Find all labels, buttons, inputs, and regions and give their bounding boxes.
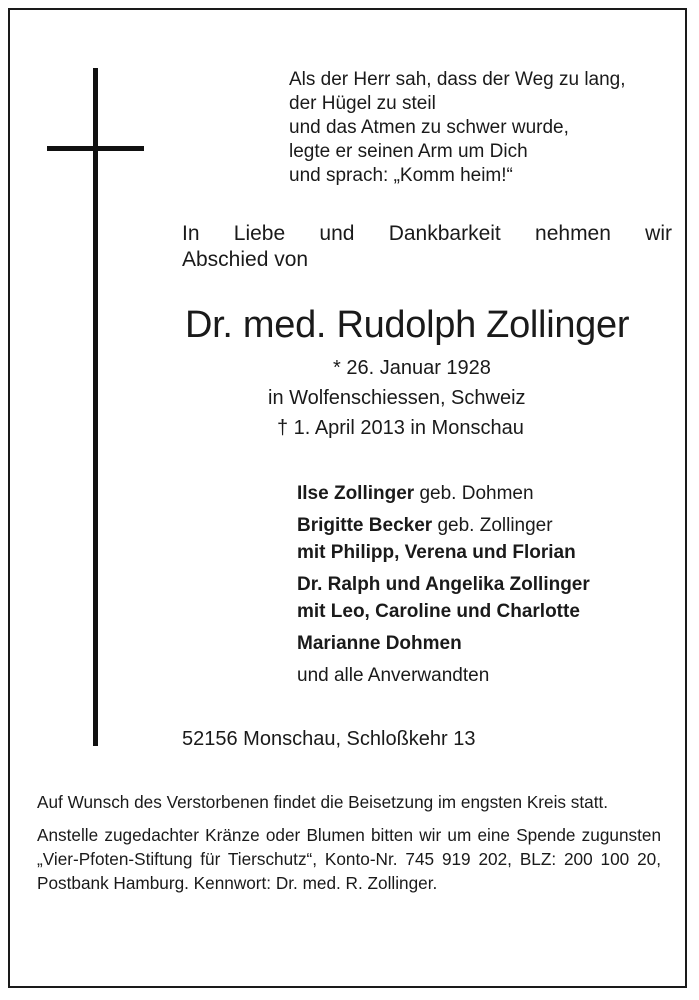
birth-place: in Wolfenschiessen, Schweiz [268,387,526,409]
burial-note: Auf Wunsch des Verstorbenen findet die Beisetzung im engsten Kreis statt. [37,792,609,812]
donation-note: Anstelle zugedachter Kränze oder Blumen bitten wir um eine Spende zugunsten „Vier-Pfoten-Stiftung für Tierschutz“, Konto-Nr. 745 919 202, BLZ: 200 100 20, Postbank Hamburg. Kennwort: Dr. med. R. Zollinger. [37,825,661,893]
poem-line: und das Atmen zu schwer wurde, [289,117,569,138]
poem-line: Als der Herr sah, dass der Weg zu lang, [289,69,626,90]
mourner-name: Brigitte Becker [297,515,433,536]
intro-line: In Liebe und Dankbarkeit nehmen wir [182,222,672,245]
mourner-suffix: geb. Dohmen [414,483,534,504]
cross-icon-horizontal-bar [47,146,144,151]
mourners-list [297,480,687,689]
death-date: † 1. April 2013 in Monschau [277,417,524,439]
mourner-name: Ilse Zollinger [297,483,415,504]
poem-line: der Hügel zu steil [289,93,436,114]
mourner-children: mit Leo, Caroline und Charlotte [297,601,580,622]
deceased-name: Dr. med. Rudolph Zollinger [185,304,630,346]
intro-line: Abschied von [182,248,309,271]
relatives-line: und alle Anverwandten [297,665,490,686]
mourner-entry: Marianne Dohmen [297,633,462,654]
poem [289,68,679,188]
notes [37,790,661,904]
birth-date: * 26. Januar 1928 [333,357,491,379]
mourner-children: mit Philipp, Verena und Florian [297,542,576,563]
address: 52156 Monschau, Schloßkehr 13 [182,728,476,750]
mourner-entry [297,480,687,507]
cross-icon-vertical-bar [93,68,98,746]
intro-text [182,221,672,273]
poem-line: und sprach: „Komm heim!“ [289,165,513,186]
poem-line: legte er seinen Arm um Dich [289,141,528,162]
mourner-entry [297,512,687,539]
mourner-suffix: geb. Zollinger [432,515,553,536]
mourner-entry: Dr. Ralph und Angelika Zollinger [297,574,590,595]
